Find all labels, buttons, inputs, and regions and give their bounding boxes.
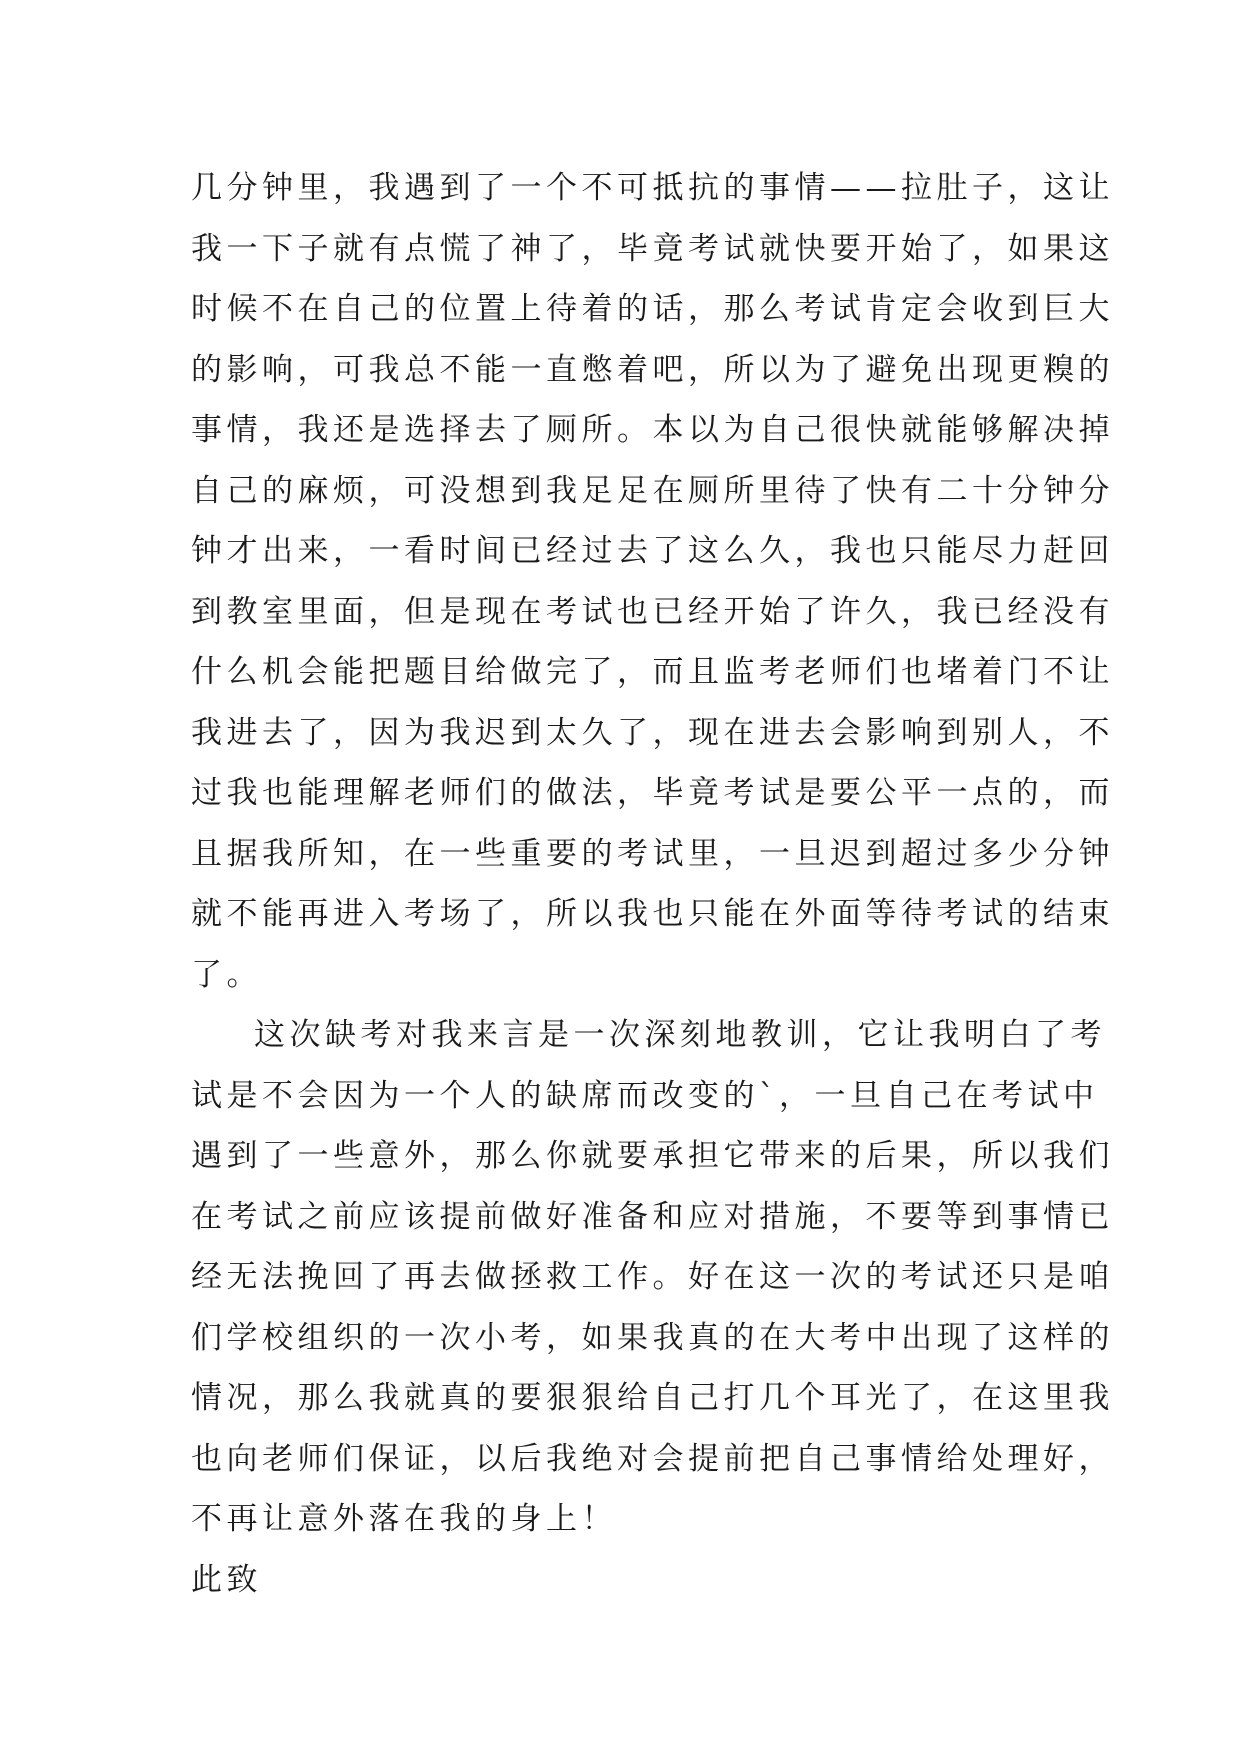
text-line: 也向老师们保证，以后我绝对会提前把自己事情给处理好， — [191, 1440, 1114, 1477]
text-line: 自己的麻烦，可没想到我足足在厕所里待了快有二十分钟分 — [191, 472, 1114, 509]
text-line: 我进去了，因为我迟到太久了，现在进去会影响到别人，不 — [191, 714, 1114, 751]
text-line: 事情，我还是选择去了厕所。本以为自己很快就能够解决掉 — [191, 412, 1114, 448]
text-line: 试是不会因为一个人的缺席而改变的`，一旦自己在考试中 — [191, 1077, 1099, 1114]
text-line: 在考试之前应该提前做好准备和应对措施，不要等到事情已 — [191, 1198, 1114, 1235]
text-line: 遇到了一些意外，那么你就要承担它带来的后果，所以我们 — [191, 1138, 1114, 1174]
paragraph-1 — [191, 158, 1114, 1005]
text-line: 到教室里面，但是现在考试也已经开始了许久，我已经没有 — [191, 593, 1114, 630]
text-line: 不再让意外落在我的身上！ — [191, 1501, 617, 1537]
text-line: 且据我所知，在一些重要的考试里，一旦迟到超过多少分钟 — [191, 835, 1114, 872]
text-line: 这次缺考对我来言是一次深刻地教训，它让我明白了考 — [254, 1017, 1106, 1053]
text-line: 情况，那么我就真的要狠狠给自己打几个耳光了，在这里我 — [191, 1380, 1114, 1416]
text-line: 几分钟里，我遇到了一个不可抵抗的事情——拉肚子，这让 — [191, 170, 1114, 206]
text-line: 我一下子就有点慌了神了，毕竟考试就快要开始了，如果这 — [191, 230, 1114, 267]
paragraph-2 — [191, 1005, 1114, 1550]
text-line: 了。 — [191, 956, 262, 993]
text-line: 的影响，可我总不能一直憋着吧，所以为了避免出现更糗的 — [191, 351, 1114, 388]
text-line: 什么机会能把题目给做完了，而且监考老师们也堵着门不让 — [191, 654, 1114, 690]
document-body — [191, 158, 1114, 1610]
text-line: 钟才出来，一看时间已经过去了这么久，我也只能尽力赶回 — [191, 533, 1114, 569]
text-line: 经无法挽回了再去做拯救工作。好在这一次的考试还只是咱 — [191, 1259, 1114, 1295]
closing-salutation: 此致 — [191, 1561, 262, 1598]
text-line: 过我也能理解老师们的做法，毕竟考试是要公平一点的，而 — [191, 775, 1114, 811]
text-line: 就不能再进入考场了，所以我也只能在外面等待考试的结束 — [191, 896, 1114, 932]
text-line: 们学校组织的一次小考，如果我真的在大考中出现了这样的 — [191, 1319, 1114, 1356]
text-line: 时候不在自己的位置上待着的话，那么考试肯定会收到巨大 — [191, 291, 1114, 327]
